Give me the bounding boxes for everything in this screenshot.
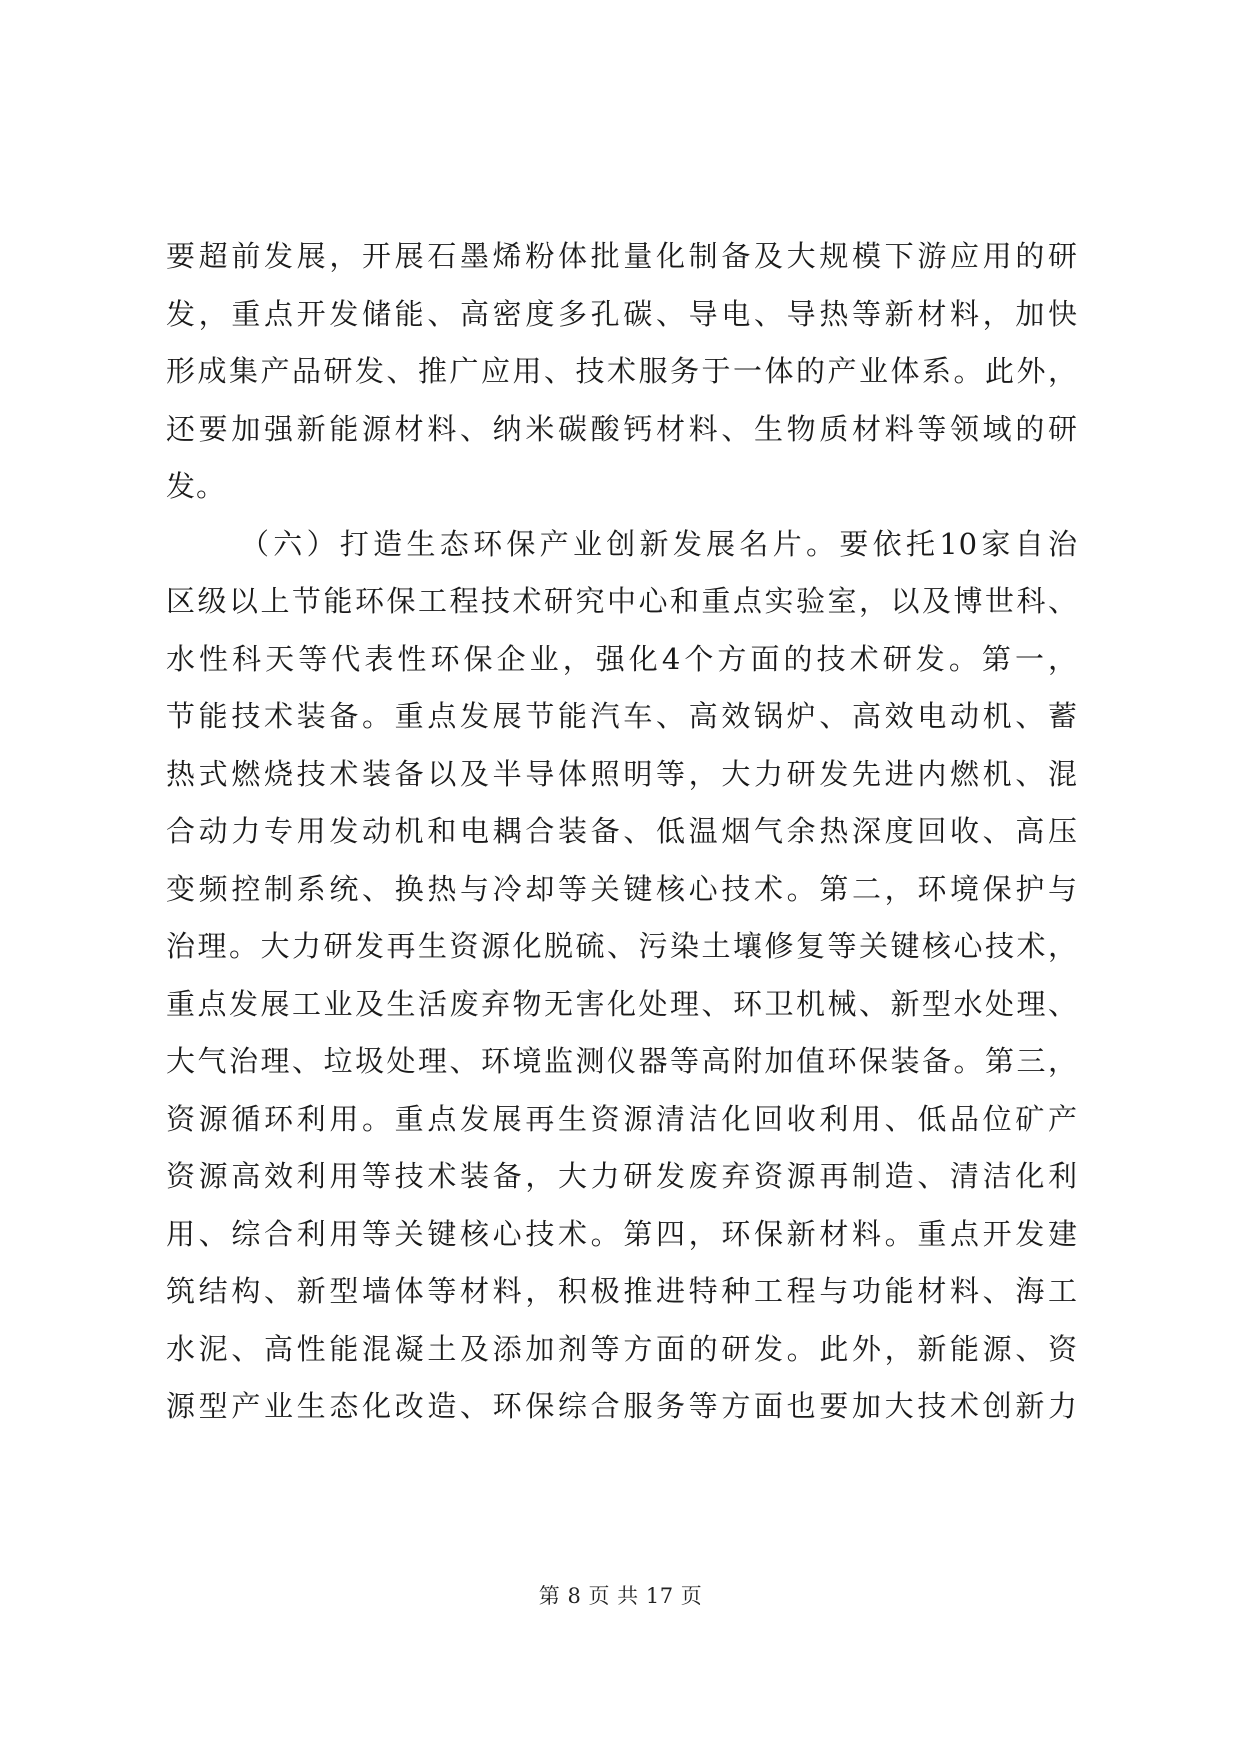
text-line: 治理。大力研发再生资源化脱硫、污染土壤修复等关键核心技术，: [166, 929, 1078, 963]
page-number-footer: 第 8 页 共 17 页: [538, 1584, 703, 1608]
text-line: 水性科天等代表性环保企业，强化4个方面的技术研发。第一，: [166, 641, 1078, 676]
text-line: 区级以上节能环保工程技术研究中心和重点实验室，以及博世科、: [166, 584, 1078, 618]
text-line: 发。: [166, 469, 227, 503]
text-line: 重点发展工业及生活废弃物无害化处理、环卫机械、新型水处理、: [166, 986, 1078, 1021]
text-line: 要超前发展，开展石墨烯粉体批量化制备及大规模下游应用的研: [166, 239, 1078, 273]
text-line: 资源高效利用等技术装备，大力研发废弃资源再制造、清洁化利: [166, 1159, 1078, 1193]
text-line: 发，重点开发储能、高密度多孔碳、导电、导热等新材料，加快: [166, 296, 1078, 331]
text-line: 筑结构、新型墙体等材料，积极推进特种工程与功能材料、海工: [166, 1274, 1078, 1308]
text-line: 大气治理、垃圾处理、环境监测仪器等高附加值环保装备。第三，: [166, 1044, 1078, 1078]
body-text: [166, 228, 1078, 1436]
text-line: 热式燃烧技术装备以及半导体照明等，大力研发先进内燃机、混: [166, 756, 1078, 791]
text-line: 变频控制系统、换热与冷却等关键核心技术。第二，环境保护与: [166, 871, 1078, 906]
text-line: 节能技术装备。重点发展节能汽车、高效锅炉、高效电动机、蓄: [166, 699, 1078, 733]
text-line: 用、综合利用等关键核心技术。第四，环保新材料。重点开发建: [166, 1216, 1078, 1251]
text-line: 形成集产品研发、推广应用、技术服务于一体的产业体系。此外，: [166, 354, 1078, 388]
text-line: 水泥、高性能混凝土及添加剂等方面的研发。此外，新能源、资: [166, 1331, 1078, 1366]
text-line: 合动力专用发动机和电耦合装备、低温烟气余热深度回收、高压: [166, 814, 1078, 848]
text-line: 资源循环利用。重点发展再生资源清洁化回收利用、低品位矿产: [166, 1101, 1078, 1136]
text-line: 源型产业生态化改造、环保综合服务等方面也要加大技术创新力: [166, 1389, 1078, 1423]
text-line: （六）打造生态环保产业创新发展名片。要依托10家自治: [240, 526, 1078, 561]
text-line: 还要加强新能源材料、纳米碳酸钙材料、生物质材料等领域的研: [166, 411, 1078, 446]
